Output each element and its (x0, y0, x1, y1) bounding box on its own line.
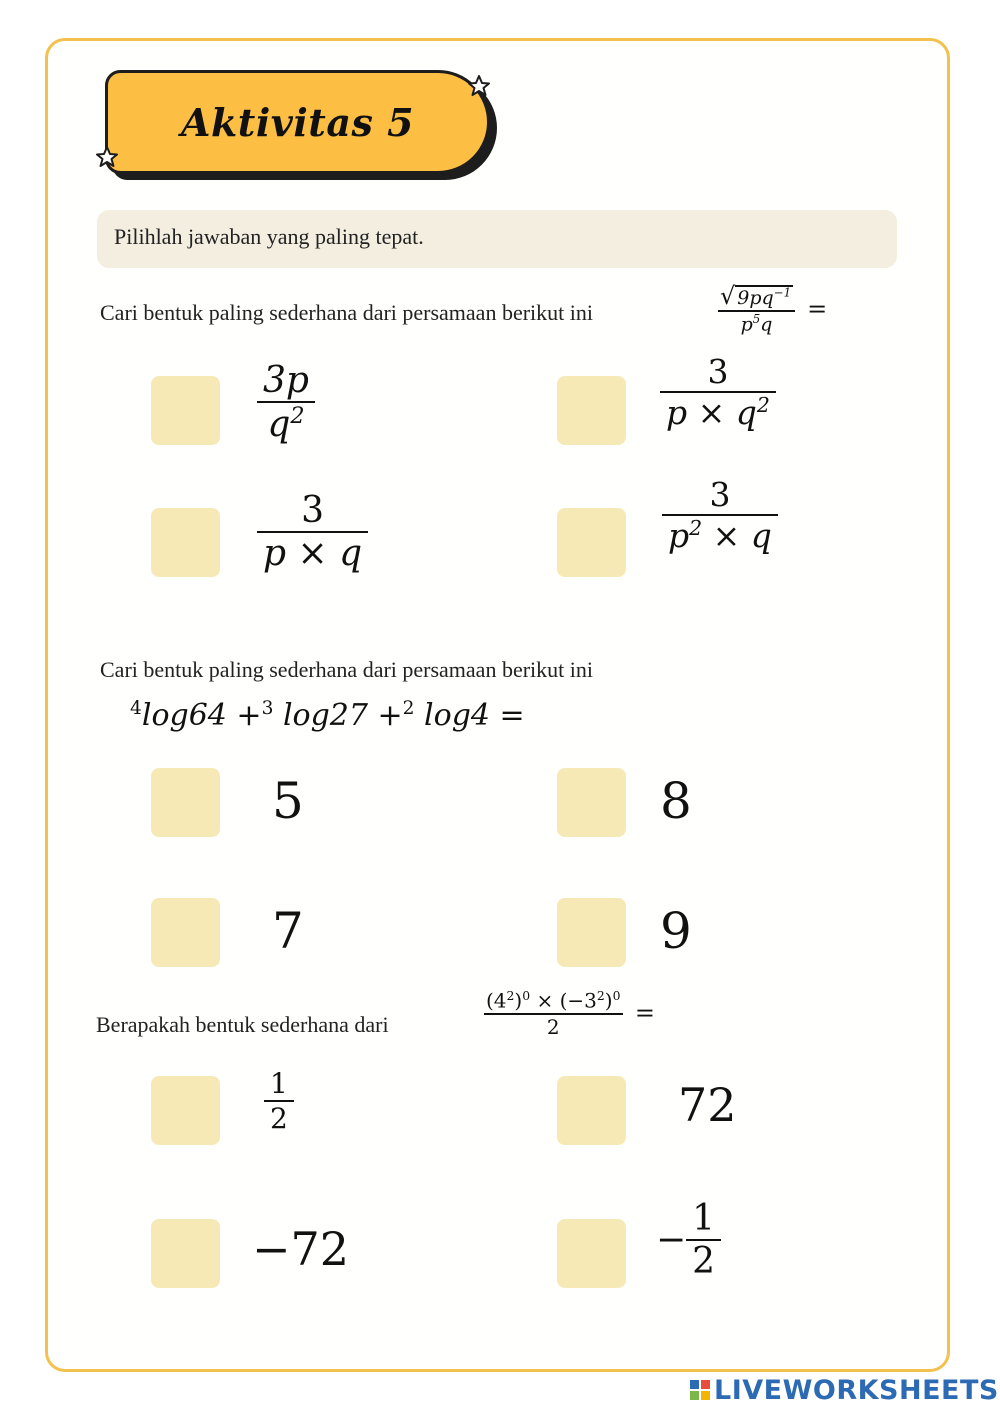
question-1-prompt: Cari bentuk paling sederhana dari persamaan berikut ini (100, 300, 593, 325)
q3-option-b: 72 (678, 1078, 737, 1132)
answer-checkbox[interactable] (557, 376, 626, 445)
answer-checkbox[interactable] (557, 1076, 626, 1145)
q3-option-c: −72 (252, 1222, 350, 1276)
answer-checkbox[interactable] (557, 1219, 626, 1288)
answer-checkbox[interactable] (151, 508, 220, 577)
instruction-text: Pilihlah jawaban yang paling tepat. (114, 224, 424, 249)
answer-checkbox[interactable] (151, 376, 220, 445)
question-3-expression: $\frac{(4^2)^0 \times (-3^2)^0}{2}$ = (486, 988, 655, 1039)
star-icon (467, 74, 491, 98)
answer-checkbox[interactable] (151, 898, 220, 967)
answer-checkbox[interactable] (557, 508, 626, 577)
q2-option-d: 9 (660, 902, 692, 960)
question-1-expression: $\frac{√ 9pq^{-1}}{p^5q}$ = (720, 282, 828, 336)
q3-option-d: − $\frac{1}{2}$ (656, 1198, 721, 1282)
answer-checkbox[interactable] (151, 768, 220, 837)
q1-option-d: $\frac{3}{p^2 \times q}$ (662, 475, 778, 555)
q3-option-a: $\frac{1}{2}$ (264, 1067, 294, 1135)
question-2-prompt: Cari bentuk paling sederhana dari persamaan berikut ini (100, 657, 593, 682)
q1-option-c: $\frac{3}{p \times q}$ (257, 490, 368, 574)
question-2-expression: $^4$log64 +$^3$ log27 +$^2$ log4 = (130, 698, 525, 733)
answer-checkbox[interactable] (557, 768, 626, 837)
logo-grid-icon (690, 1380, 710, 1400)
q2-option-b: 8 (660, 772, 692, 830)
brand-text: LIVEWORKSHEETS (714, 1374, 999, 1406)
liveworksheets-logo (690, 1372, 999, 1408)
q1-option-a: $\frac{3p}{q^2}$ (257, 360, 315, 445)
page-title: Aktivitas 5 (180, 99, 415, 145)
q1-option-b: $\frac{3}{p \times q^2}$ (660, 352, 776, 432)
answer-checkbox[interactable] (151, 1219, 220, 1288)
q2-option-a: 5 (272, 772, 304, 830)
title-banner (105, 70, 490, 174)
answer-checkbox[interactable] (151, 1076, 220, 1145)
answer-checkbox[interactable] (557, 898, 626, 967)
question-3-prompt: Berapakah bentuk sederhana dari (96, 1012, 389, 1037)
star-icon (95, 145, 119, 169)
q2-option-c: 7 (272, 902, 304, 960)
